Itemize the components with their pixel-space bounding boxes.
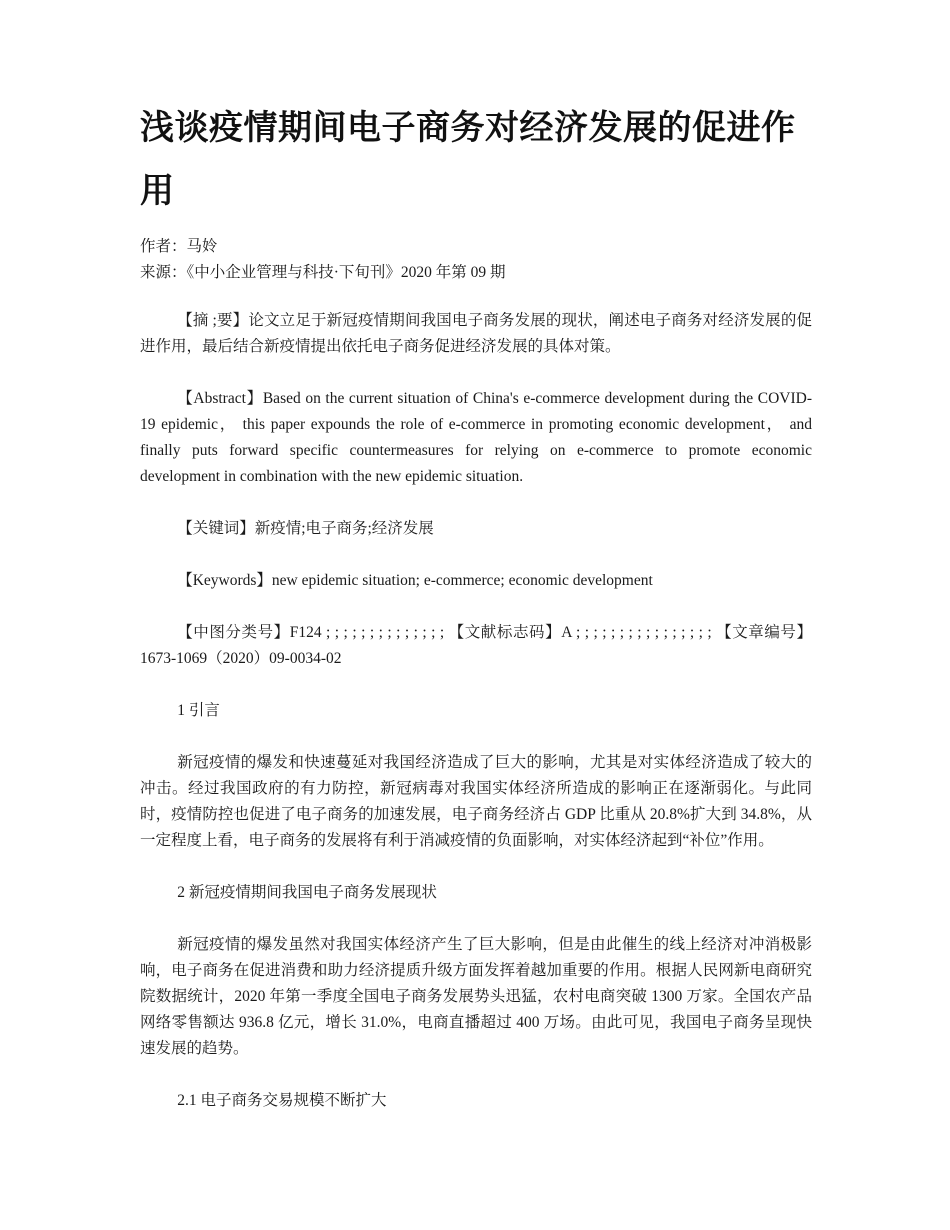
paragraph: 新冠疫情的爆发和快速蔓延对我国经济造成了巨大的影响，尤其是对实体经济造成了较大的冲击。经过我国政府的有力防控，新冠病毒对我国实体经济所造成的影响正在逐渐弱化。与此同时，疫情防控也促进了电子商务的加速发展，电子商务经济占 GDP 比重从 20.8%扩大到 34.8%，从一定程度上看，电子商务的发展将有利于消减疫情的负面影响，对实体经济起到“补位”作用。 — [140, 753, 812, 849]
page-title: 浅谈疫情期间电子商务对经济发展的促进作用 — [140, 110, 796, 210]
source-line: 来源：《中小企业管理与科技·下旬刊》2020 年第 09 期 — [140, 263, 506, 281]
paragraph: 【关键词】新疫情;电子商务;经济发展 — [177, 519, 434, 537]
paragraph: 新冠疫情的爆发虽然对我国实体经济产生了巨大影响，但是由此催生的线上经济对冲消极影响，电子商务在促进消费和助力经济提质升级方面发挥着越加重要的作用。根据人民网新电商研究院数据统计，2020 年第一季度全国电子商务发展势头迅猛，农村电商突破 1300 万家。全国农产品网络零售额达 936.8 亿元，增长 31.0%，电商直播超过 400 万场。由此可见，我国电子商务呈现快速发展的趋势。 — [140, 935, 812, 1057]
section-heading: 2.1 电子商务交易规模不断扩大 — [177, 1091, 387, 1109]
paragraph: 【Keywords】new epidemic situation; e-commerce; economic development — [177, 571, 653, 589]
paragraph: 【摘 ;要】论文立足于新冠疫情期间我国电子商务发展的现状，阐述电子商务对经济发展的促进作用，最后结合新疫情提出依托电子商务促进经济发展的具体对策。 — [140, 311, 812, 355]
paragraph: 【Abstract】Based on the current situation of China's e-commerce development during the COVID-19 epidemic， this paper expounds the role of e-commerce in promoting economic development， and finally puts forward specific countermeasures for relying on e-commerce to promote economic development in combination with the new epidemic situation. — [140, 389, 812, 485]
article-body — [140, 308, 812, 1114]
author-line: 作者：马姈 — [140, 237, 218, 255]
paragraph: 【中图分类号】F124 ; ; ; ; ; ; ; ; ; ; ; ; ; ; 【文献标志码】A ; ; ; ; ; ; ; ; ; ; ; ; ; ; ; ; 【文章编号】1673-1069（2020）09-0034-02 — [140, 623, 812, 667]
section-heading: 1 引言 — [177, 701, 220, 719]
section-heading: 2 新冠疫情期间我国电子商务发展现状 — [177, 883, 437, 901]
